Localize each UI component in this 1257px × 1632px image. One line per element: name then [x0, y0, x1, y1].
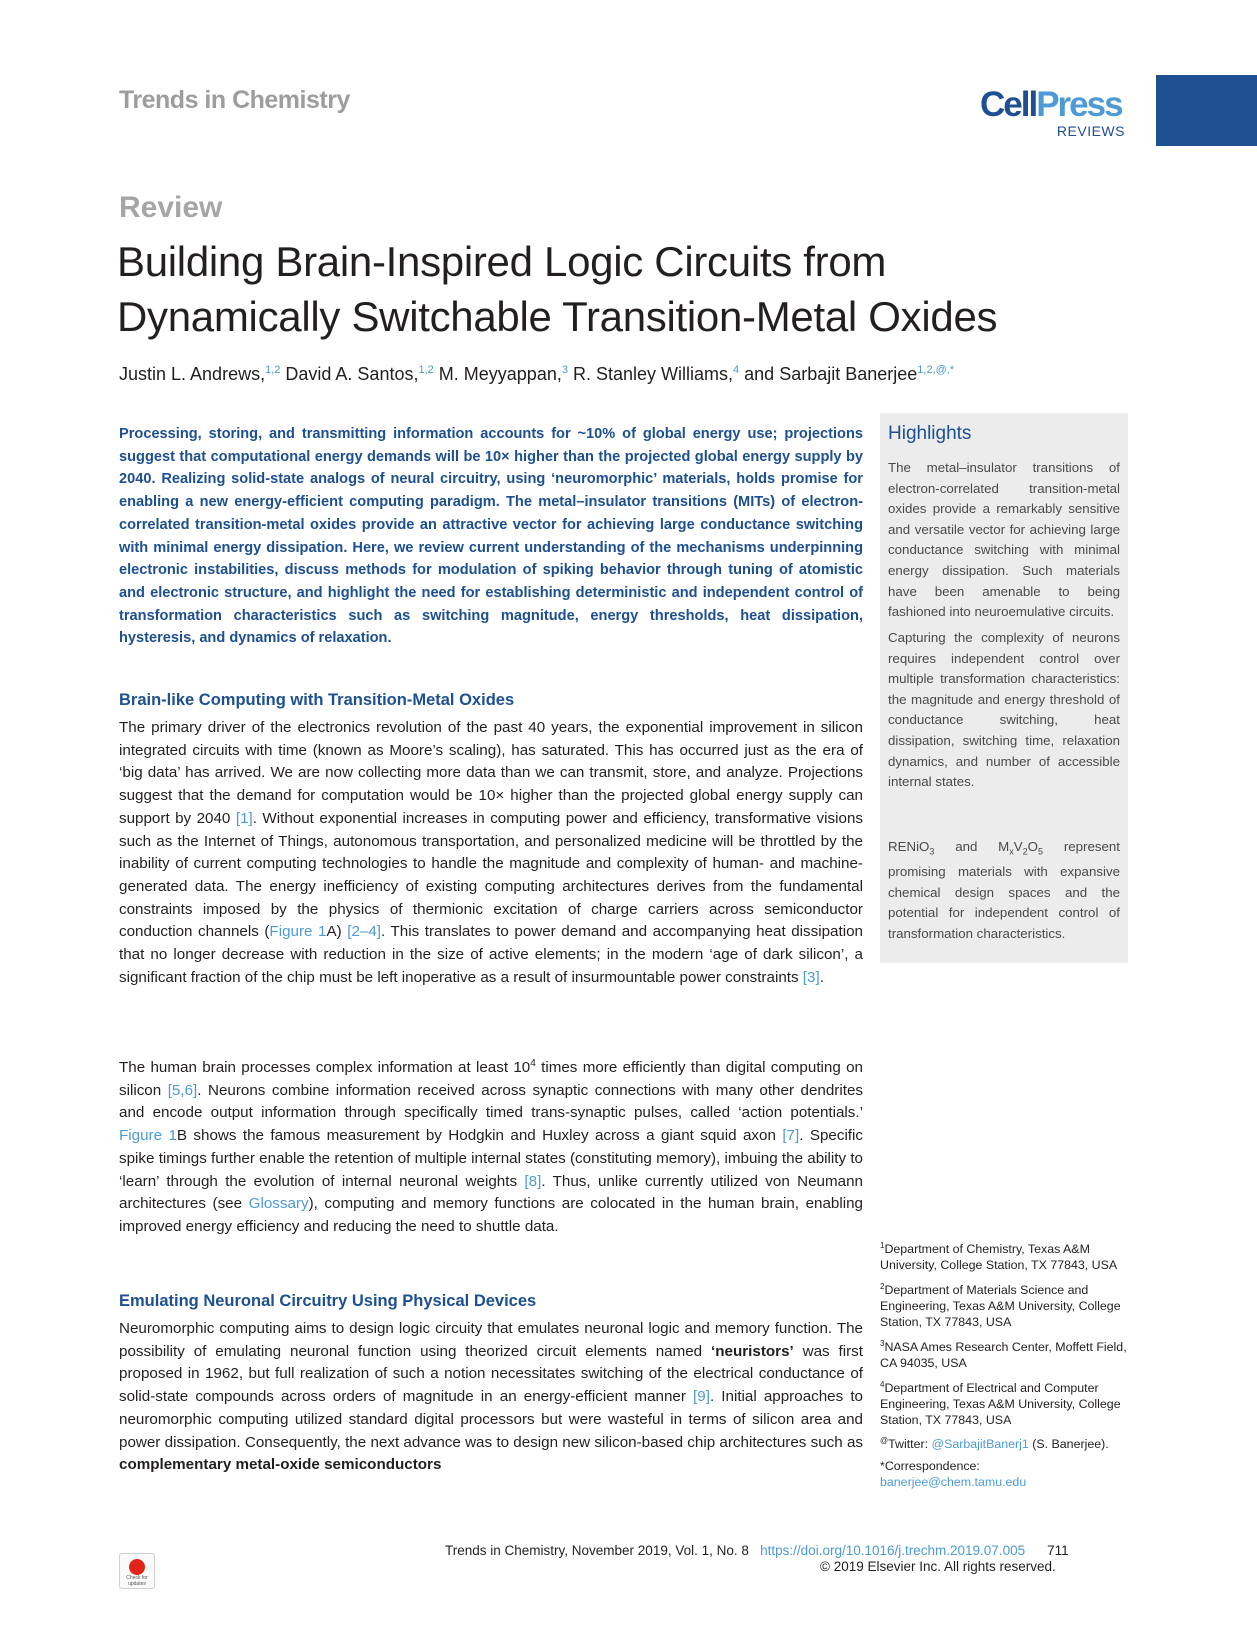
body-paragraph: The primary driver of the electronics revolution of the past 40 years, the exponential improvement in silicon integrated circuits with time (known as Moore’s scaling), has saturated. This has occurred just as the era of ‘big data’ has arrived. We are now collecting more data than we can transmit, store, and analyze. Projections suggest that the demand for computation would be 10× higher than the projected global energy supply can support by 2040 [1]. Without exponential increases in computing power and efficiency, transformative visions such as the Internet of Things, autonomous transportation, and personalized medicine will be throttled by the inability of current computing technologies to handle the magnitude and complexity of human- and machine-generated data. The energy inefficiency of existing computing architectures derives from the fundamental constraints imposed by the physics of thermionic excitation of charge carriers across semiconductor conduction channels (Figure 1A) [2–4]. This translates to power demand and accompanying heat dissipation that no longer decrease with reduction in the size of active elements; in the modern ‘age of dark silicon’, a significant fraction of the chip must be left inoperative as a result of insurmountable power constraints [3]. — [119, 719, 863, 986]
email-link[interactable]: banerjee@chem.tamu.edu — [880, 1475, 1027, 1489]
glossary-term: complementary metal-oxide semiconductors — [119, 1456, 442, 1474]
highlight-item: RENiO$_3$ and $M_xV_2O_5$ represent promising materials with expansive chemical design spaces and the potential for independent control of transformation characteristics. — [888, 839, 1120, 942]
check-for-updates-icon — [129, 1559, 145, 1575]
journal-name: Trends in Chemistry — [119, 86, 350, 114]
highlights-title: Highlights — [888, 423, 972, 444]
glossary-term: ‘neuristors’ — [711, 1342, 794, 1360]
reference-link[interactable]: [3] — [802, 968, 820, 986]
author-name: Justin L. Andrews, — [119, 364, 266, 384]
author-affiliation[interactable]: 3 — [561, 364, 568, 376]
abstract: Processing, storing, and transmitting information accounts for ~10% of global energy use; projections suggest that computational energy demands will be 10× higher than the projected global energy supply by 2040. Realizing solid-state analogs of neural circuitry, using ‘neuromorphic’ materials, holds promise for enabling a new energy-efficient computing paradigm. The metal–insulator transitions (MITs) of electron-correlated transition-metal oxides provide an attractive vector for achieving large conductance switching with minimal energy dissipation. Here, we review current understanding of the mechanisms underpinning electronic instabilities, discuss methods for modulation of spiking behavior through tuning of atomistic and electronic structure, and highlight the need for establishing deterministic and independent control of transformation characteristics such as switching magnitude, energy thresholds, heat dissipation, hysteresis, and dynamics of relaxation. — [119, 426, 863, 647]
author-affiliation[interactable]: 1,2 — [265, 364, 281, 376]
copyright: © 2019 Elsevier Inc. All rights reserved. — [820, 1559, 1056, 1574]
glossary-term: von Neumann architectures — [119, 1172, 863, 1213]
glossary-link[interactable]: Glossary — [248, 1195, 309, 1213]
reference-link[interactable]: [5,6] — [167, 1081, 198, 1099]
affiliation: $^3$NASA Ames Research Center, Moffett Field, CA 94035, USA — [880, 1339, 1127, 1371]
affiliation: $^1$Department of Chemistry, Texas A&M University, College Station, TX 77843, USA — [880, 1241, 1118, 1273]
article-type: Review — [119, 191, 223, 224]
correspondence: *Correspondence: banerjee@chem.tamu.edu — [880, 1458, 1130, 1490]
highlight-item: Capturing the complexity of neurons requires independent control over multiple transformation characteristics: the magnitude and energy threshold of conductance switching, heat dissipation, switching time, relaxation dynamics, and number of accessible internal states. — [888, 630, 1120, 790]
logo-cell: Cell — [980, 85, 1037, 124]
page-number: 711 — [1047, 1543, 1069, 1558]
author-name: David A. Santos, — [285, 364, 419, 384]
author-list — [119, 364, 954, 385]
figure-link[interactable]: Figure 1 — [269, 923, 327, 941]
footer-citation: Trends in Chemistry, November 2019, Vol. 1, No. 8 https://doi.org/10.1016/j.trechm.2019.07.005 711 — [445, 1543, 1069, 1558]
reference-link[interactable]: [8] — [524, 1172, 542, 1190]
section-heading: Brain-like Computing with Transition-Metal Oxides — [119, 691, 515, 709]
author-affiliation[interactable]: 1,2 — [418, 364, 434, 376]
reference-link[interactable]: [7] — [782, 1127, 800, 1145]
affiliation: $^2$Department of Materials Science and Engineering, Texas A&M University, College Station, TX 77843, USA — [880, 1282, 1121, 1330]
twitter-handle-link[interactable]: @SarbajitBanerj1 — [931, 1437, 1029, 1452]
twitter-note: @Twitter: @SarbajitBanerj1 (S. Banerjee). — [880, 1436, 1109, 1452]
highlights-box — [880, 413, 1128, 963]
affiliation: $^4$Department of Electrical and Computer Engineering, Texas A&M University, College Station, TX 77843, USA — [880, 1380, 1121, 1428]
body-paragraph: Neuromorphic computing aims to design logic circuity that emulates neuronal logic and memory function. The possibility of emulating neuronal function using theorized circuit elements named ‘neuristors’ was first proposed in 1962, but full realization of such a notion necessitates switching of the electrical conductance of solid-state compounds across orders of magnitude in an energy-efficient manner [9]. Initial approaches to neuromorphic computing utilized standard digital processors but were wasteful in terms of silicon area and power dissipation. Consequently, the next advance was to design new silicon-based chip architectures such as complementary metal-oxide semiconductors — [119, 1320, 863, 1474]
logo-reviews: REVIEWS — [1056, 123, 1125, 139]
author-affiliation[interactable]: 4 — [733, 364, 740, 376]
author-name: M. Meyyappan, — [438, 364, 562, 384]
header-color-tab — [1156, 75, 1257, 146]
author-name: and Sarbajit Banerjee — [744, 364, 918, 384]
reference-link[interactable]: [1] — [235, 809, 253, 827]
cellpress-logo — [980, 86, 1125, 142]
author-name: R. Stanley Williams, — [572, 364, 734, 384]
article-title: Building Brain-Inspired Logic Circuits from Dynamically Switchable Transition-Metal Oxides — [117, 238, 998, 340]
logo-press: Press — [1036, 85, 1122, 124]
reference-link[interactable]: [9] — [693, 1388, 710, 1406]
reference-link[interactable]: [2–4] — [347, 923, 382, 941]
doi-link[interactable]: https://doi.org/10.1016/j.trechm.2019.07.005 — [760, 1543, 1026, 1558]
check-for-updates-badge[interactable]: Check for updates — [119, 1553, 155, 1589]
section-heading: Emulating Neuronal Circuitry Using Physical Devices — [119, 1292, 537, 1310]
highlight-item: The metal–insulator transitions of electron-correlated transition-metal oxides provide a remarkably sensitive and versatile vector for achieving large conductance switching with minimal energy dissipation. Such materials have been amenable to being fashioned into neuroemulative circuits. — [888, 460, 1120, 620]
body-paragraph: The human brain processes complex information at least $10^4$ times more efficiently than digital computing on silicon [5,6]. Neurons combine information received across synaptic connections with many other dendrites and encode output information through specifically timed trans-synaptic pulses, called ‘action potentials.’ Figure 1B shows the famous measurement by Hodgkin and Huxley across a giant squid axon [7]. Specific spike timings further enable the retention of multiple internal states (constituting memory), imbuing the ability to ‘learn’ through the evolution of internal neuronal weights [8]. Thus, unlike currently utilized von Neumann architectures (see Glossary), computing and memory functions are colocated in the human brain, enabling improved energy efficiency and reducing the need to shuttle data. — [119, 1058, 863, 1235]
figure-link[interactable]: Figure 1 — [119, 1127, 177, 1145]
author-affiliation[interactable]: 1,2,@,* — [917, 364, 955, 376]
